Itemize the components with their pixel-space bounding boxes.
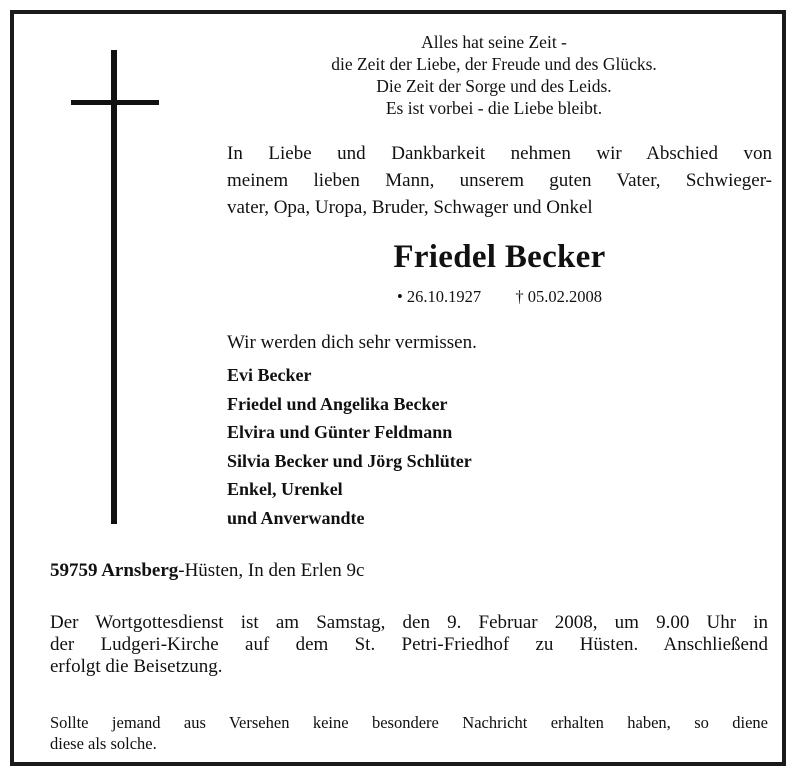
birth-date: 26.10.1927 [406, 287, 482, 306]
death-symbol: † [515, 287, 524, 306]
family-member: Elvira und Günter Feldmann [227, 422, 453, 442]
family-list [227, 361, 472, 532]
farewell-line: vater, Opa, Uropa, Bruder, Schwager und Onkel [227, 197, 593, 218]
farewell-text [227, 140, 772, 221]
address-rest: -Hüsten, In den Erlen 9c [178, 560, 365, 581]
service-line: Der Wortgottesdienst ist am Samstag, den 9. Februar 2008, um 9.00 Uhr in [50, 612, 768, 633]
notice-line: Sollte jemand aus Versehen keine besondere Nachricht erhalten haben, so diene [50, 713, 768, 732]
miss-line: Wir werden dich sehr vermissen. [227, 332, 477, 353]
birth-symbol: • [396, 287, 403, 306]
death-date: 05.02.2008 [527, 287, 603, 306]
family-member: Evi Becker [227, 365, 312, 385]
poem-line: Alles hat seine Zeit - [421, 32, 567, 52]
notice-line: diese als solche. [50, 734, 157, 753]
deceased-name: Friedel Becker [393, 239, 606, 275]
family-member: Silvia Becker und Jörg Schlüter [227, 450, 472, 471]
farewell-line: meinem lieben Mann, unserem guten Vater, Schwieger- [227, 170, 772, 191]
poem [254, 31, 734, 119]
address-postal-city: 59759 Arnsberg [50, 560, 179, 581]
poem-line: die Zeit der Liebe, der Freude und des Glücks. [331, 54, 657, 74]
family-member: Friedel und Angelika Becker [227, 393, 448, 414]
farewell-line: In Liebe und Dankbarkeit nehmen wir Abschied von [227, 143, 772, 164]
notice-text [50, 712, 768, 754]
family-member: und Anverwandte [227, 507, 365, 528]
family-member: Enkel, Urenkel [227, 479, 343, 499]
service-line: erfolgt die Beisetzung. [50, 656, 223, 677]
service-info [50, 612, 768, 678]
cross-icon-bar [71, 100, 159, 105]
poem-line: Die Zeit der Sorge und des Leids. [376, 76, 612, 96]
address [50, 560, 365, 582]
service-line: der Ludgeri-Kirche auf dem St. Petri-Friedhof zu Hüsten. Anschließend [50, 634, 768, 655]
cross-icon [111, 50, 117, 524]
obituary-notice [10, 10, 786, 766]
poem-line: Es ist vorbei - die Liebe bleibt. [385, 98, 603, 118]
life-dates [227, 287, 772, 307]
